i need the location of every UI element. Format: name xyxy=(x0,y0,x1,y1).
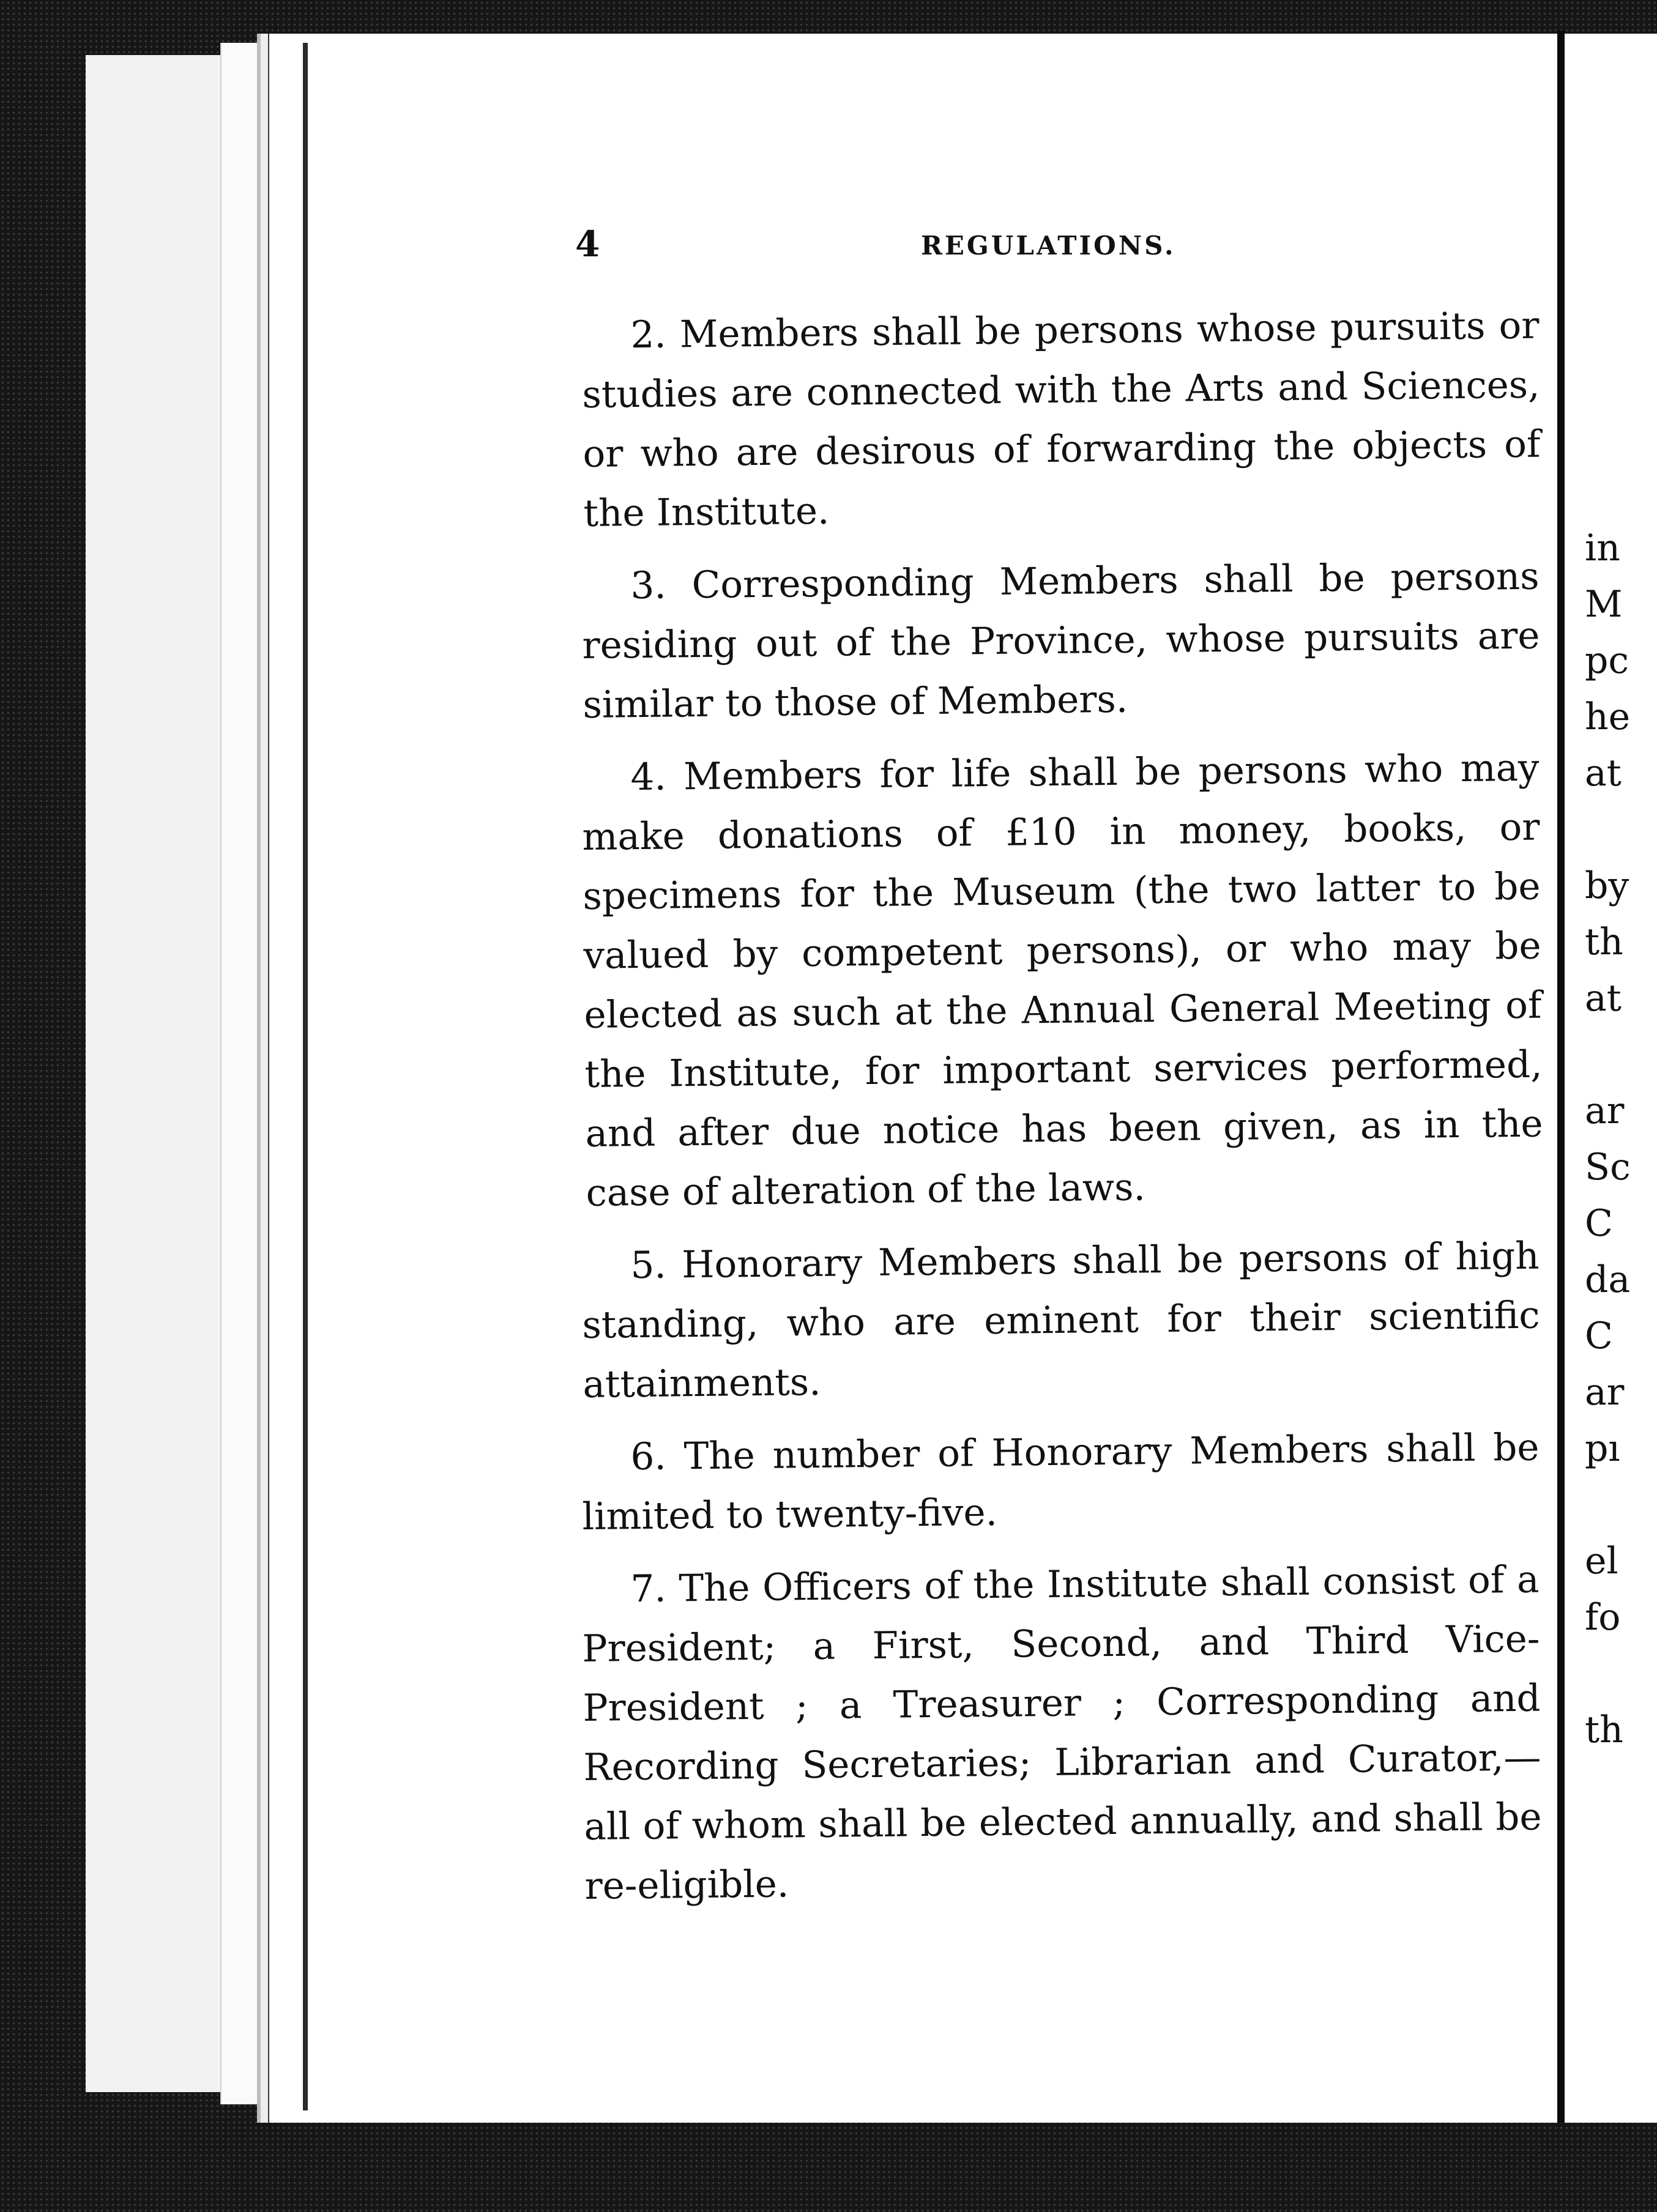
regulation-number: 5. xyxy=(630,1243,667,1288)
facing-page-fragment: pı xyxy=(1585,1427,1620,1470)
facing-page-fragment: da xyxy=(1585,1258,1631,1301)
facing-page-fragment xyxy=(1585,1646,1657,1702)
regulation-paragraph xyxy=(581,738,1544,1223)
facing-page-fragment: th xyxy=(1585,921,1623,963)
facing-page-fragment: th xyxy=(1585,1709,1623,1751)
regulation-number: 2. xyxy=(630,313,667,357)
facing-page-fragment: at xyxy=(1585,752,1622,795)
regulation-paragraph xyxy=(581,1550,1543,1916)
regulation-text: Honorary Members shall be persons of high standing, who are eminent for their scientific attainments. xyxy=(582,1234,1540,1406)
regulation-text: The Officers of the Institute shall consist of a President; a First, Second, and Third Vice-President ; a Treasurer ; Corresponding and Recording Secretaries; Librarian and Curator,—all of whom shall be elected annually, and shall be re-eligible. xyxy=(582,1557,1542,1908)
regulation-text: The number of Honorary Members shall be limited to twenty-five. xyxy=(582,1425,1540,1538)
facing-page-fragment: in xyxy=(1585,527,1620,570)
facing-page-fragment: at xyxy=(1585,977,1622,1020)
regulation-number: 4. xyxy=(630,755,667,800)
facing-page-fragment: C xyxy=(1585,1315,1613,1357)
facing-page-fragment: M xyxy=(1585,583,1623,626)
regulation-text: Corresponding Members shall be persons residing out of the Province, whose pursuits are similar to those of Members. xyxy=(582,554,1540,727)
page-left-shadow-rule xyxy=(303,43,308,2110)
facing-page-fragment: he xyxy=(1585,696,1631,738)
facing-page-text-fragments xyxy=(1585,520,1657,1758)
facing-page-fragment xyxy=(1585,1026,1657,1083)
page-number: 4 xyxy=(575,223,600,265)
facing-page-fragment xyxy=(1585,1477,1657,1533)
facing-page-fragment: fo xyxy=(1585,1596,1621,1639)
page-header xyxy=(575,223,1554,278)
regulation-number: 6. xyxy=(630,1434,667,1479)
regulation-number: 3. xyxy=(630,563,667,608)
regulation-number: 7. xyxy=(630,1567,667,1611)
facing-page-fragment: Sc xyxy=(1585,1146,1631,1189)
page-gutter xyxy=(1557,31,1565,2123)
facing-page-fragment: C xyxy=(1585,1202,1613,1245)
regulation-paragraph xyxy=(581,296,1541,543)
regulation-paragraph xyxy=(581,1418,1540,1546)
regulations-body xyxy=(581,303,1543,1929)
running-head: REGULATIONS. xyxy=(921,231,1176,261)
facing-page-fragment: ar xyxy=(1585,1371,1625,1414)
regulation-text: Members for life shall be persons who may make donations of £10 in money, books, or specimens for the Museum (the two latter to be valued by competent persons), or who may be elected as such at the Annual General Meeting of the Institute, for important services performed, and after due notice has been given, as in the case of alteration of the laws. xyxy=(582,746,1543,1215)
facing-page-fragment: pc xyxy=(1585,639,1629,682)
facing-page-fragment xyxy=(1585,801,1657,858)
facing-page-fragment: by xyxy=(1585,864,1629,907)
facing-page-fragment: ar xyxy=(1585,1089,1625,1132)
regulation-text: Members shall be persons whose pursuits or studies are connected with the Arts and Sciences, or who are desirous of forwarding the objects of the Institute. xyxy=(582,303,1541,535)
facing-page-fragment: el xyxy=(1585,1540,1618,1583)
regulation-paragraph xyxy=(581,547,1541,735)
regulation-paragraph xyxy=(581,1227,1541,1414)
